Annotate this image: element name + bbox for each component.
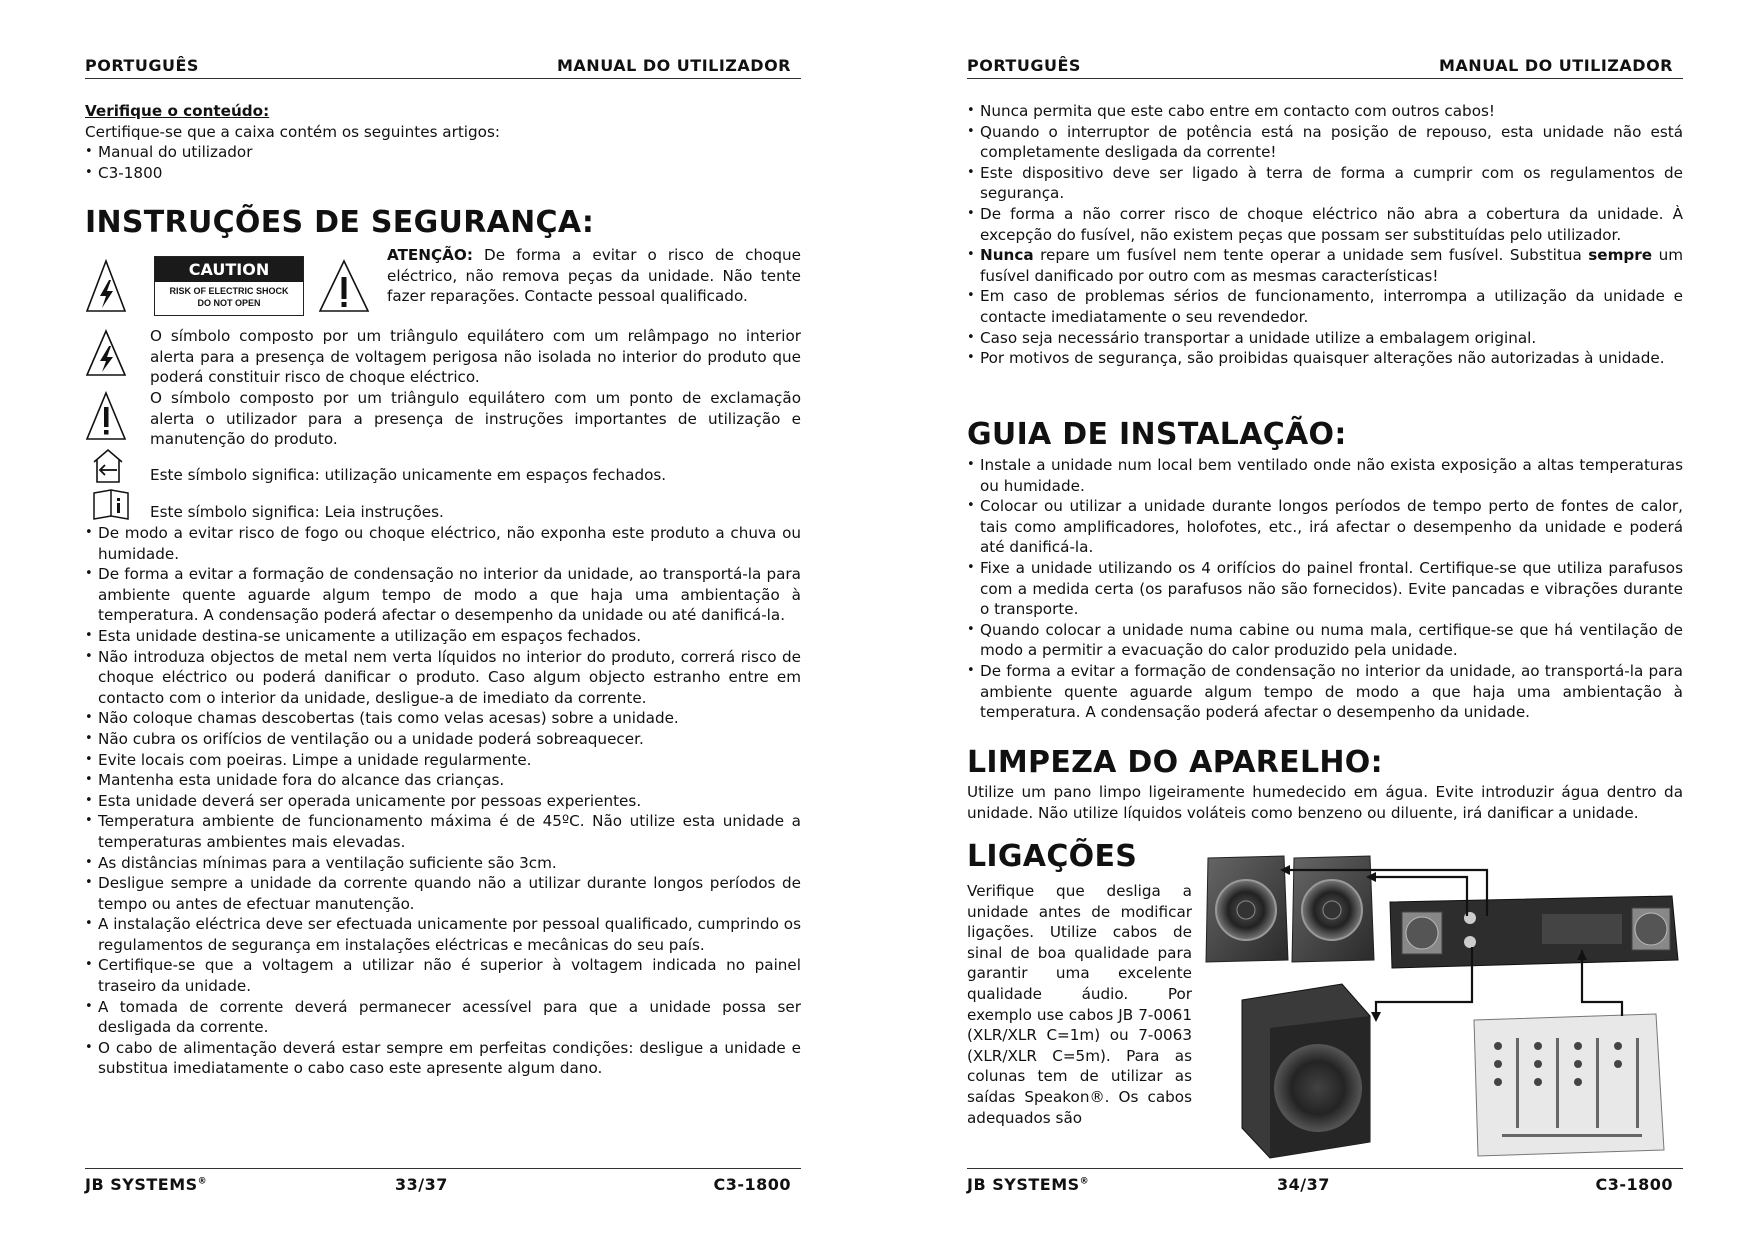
list-item: • Colocar ou utilizar a unidade durante longos períodos de tempo perto de fontes de calor, tais como amplificadores, holofotes, etc., irá afectar o desempenho da unidade e poderá até danificá-la. (967, 496, 1683, 558)
header-manual-title: MANUAL DO UTILIZADOR (557, 56, 791, 75)
cleaning-section (967, 782, 1683, 823)
footer-brand: JB SYSTEMS® (967, 1175, 1090, 1194)
list-item: • C3-1800 (85, 163, 801, 184)
cleaning-heading: LIMPEZA DO APARELHO: (967, 745, 1383, 780)
list-item: • Temperatura ambiente de funcionamento máxima é de 45ºC. Não utilize esta unidade a temperaturas ambientes mais elevadas. (85, 811, 801, 852)
list-item: • Este dispositivo deve ser ligado à terra de forma a cumprir com os regulamentos de segurança. (967, 163, 1683, 204)
list-item: • De forma a não correr risco de choque eléctrico não abra a cobertura da unidade. À excepção do fusível, não existem peças que possam ser substituídas pelo utilizador. (967, 204, 1683, 245)
list-item: • Fixe a unidade utilizando os 4 orifícios do painel frontal. Certifique-se que utiliza parafusos com a medida certa (os parafusos não são fornecidos). Evite pancadas e vibrações durante o transporte. (967, 558, 1683, 620)
list-item: • A tomada de corrente deverá permanecer acessível para que a unidade possa ser desligada da corrente. (85, 997, 801, 1038)
speaker-right-icon (1292, 856, 1374, 962)
lightning-symbol-text: O símbolo composto por um triângulo equilátero com um relâmpago no interior alerta para a presença de voltagem perigosa não isolada no interior do produto que poderá constituir risco de choque eléctrico. (150, 327, 801, 387)
attention-label: ATENÇÃO: (387, 246, 473, 264)
page-number: 33/37 (395, 1175, 448, 1194)
caution-line-2: DO NOT OPEN (197, 298, 261, 308)
list-item: • Desligue sempre a unidade da corrente quando não a utilizar durante longos períodos de tempo ou antes de efectuar manutenção. (85, 873, 801, 914)
header-language: PORTUGUÊS (967, 56, 1081, 75)
list-item: • Esta unidade deverá ser operada unicamente por pessoas experientes. (85, 791, 801, 812)
read-symbol-text: Este símbolo significa: Leia instruções. (150, 503, 444, 521)
list-item: • De modo a evitar risco de fogo ou choque eléctrico, não exponha este produto a chuva ou humidade. (85, 523, 801, 564)
attention-text: De forma a evitar o risco de choque eléctrico, não remova peças da unidade. Não tente fazer reparações. Contacte pessoal qualificado. (387, 246, 802, 306)
connections-heading: LIGAÇÕES (967, 839, 1138, 874)
safety-heading: INSTRUÇÕES DE SEGURANÇA: (85, 205, 595, 240)
install-heading: GUIA DE INSTALAÇÃO: (967, 417, 1347, 452)
exclamation-warning-icon (318, 258, 370, 314)
safety-bullets (85, 523, 801, 1079)
mixer-icon (1474, 1014, 1664, 1156)
list-item: • Instale a unidade num local bem ventilado onde não exista exposição a altas temperaturas ou humidade. (967, 455, 1683, 496)
verify-section (85, 101, 801, 183)
connection-diagram (1202, 852, 1682, 1160)
list-item: • Nunca permita que este cabo entre em contacto com outros cabos! (967, 101, 1683, 122)
header-manual-title: MANUAL DO UTILIZADOR (1439, 56, 1673, 75)
list-item: • Certifique-se que a voltagem a utilizar não é superior à voltagem indicada no painel traseiro da unidade. (85, 955, 801, 996)
amplifier-icon (1390, 896, 1678, 968)
lightning-warning-icon (85, 258, 127, 314)
exclamation-symbol-icon (85, 390, 127, 442)
right-page (967, 0, 1683, 1240)
safety-bullets-continued (967, 101, 1683, 369)
lightning-symbol-icon (85, 328, 127, 378)
verify-intro: Certifique-se que a caixa contém os seguintes artigos: (85, 122, 500, 141)
exclamation-symbol-text: O símbolo composto por um triângulo equilátero com um ponto de exclamação alerta o utilizador para a presença de instruções importantes de utilização e manutenção do produto. (150, 389, 801, 449)
list-item: • Esta unidade destina-se unicamente a utilização em espaços fechados. (85, 626, 801, 647)
footer-model: C3-1800 (1595, 1175, 1673, 1194)
subwoofer-icon (1242, 984, 1370, 1158)
list-item: • Mantenha esta unidade fora do alcance das crianças. (85, 770, 801, 791)
list-item: • Por motivos de segurança, são proibidas quaisquer alterações não autorizadas à unidade. (967, 348, 1683, 369)
safety-list (967, 101, 1683, 369)
list-item: • Evite locais com poeiras. Limpe a unidade regularmente. (85, 750, 801, 771)
page-number: 34/37 (1277, 1175, 1330, 1194)
page-footer (85, 1168, 801, 1195)
list-item: • Caso seja necessário transportar a unidade utilize a embalagem original. (967, 328, 1683, 349)
attention-note (387, 245, 801, 307)
indoor-symbol-text: Este símbolo significa: utilização unicamente em espaços fechados. (150, 466, 667, 484)
verify-list (85, 142, 801, 183)
list-item: • Em caso de problemas sérios de funcionamento, interrompa a utilização da unidade e contacte imediatamente o seu revendedor. (967, 286, 1683, 327)
page-header (85, 54, 801, 79)
list-item: • Quando o interruptor de potência está na posição de repouso, esta unidade não está completamente desligada da corrente! (967, 122, 1683, 163)
list-item: • De forma a evitar a formação de condensação no interior da unidade, ao transportá-la para ambiente quente aguarde algum tempo de modo a que haja uma ambientação à temperatura. A condensação poderá afectar o desempenho da unidade. (967, 661, 1683, 723)
connections-text: Verifique que desliga a unidade antes de modificar ligações. Utilize cabos de sinal de boa qualidade para garantir uma excelente qualidade áudio. Por exemplo use cabos JB 7-0061 (XLR/XLR C=1m) ou 7-0063 (XLR/XLR C=5m). Para as colunas tem de utilizar as saídas Speakon®. Os cabos adequados são (967, 882, 1192, 1127)
install-section (967, 455, 1683, 723)
read-instructions-icon (91, 488, 131, 522)
left-page (85, 0, 801, 1240)
list-item: • As distâncias mínimas para a ventilação suficiente são 3cm. (85, 853, 801, 874)
list-item: • Não cubra os orifícios de ventilação ou a unidade poderá sobreaquecer. (85, 729, 801, 750)
page-header (967, 54, 1683, 79)
indoor-use-icon (91, 448, 125, 484)
connections-section (967, 881, 1192, 1128)
install-list (967, 455, 1683, 723)
footer-model: C3-1800 (713, 1175, 791, 1194)
list-item: • Não introduza objectos de metal nem verta líquidos no interior do produto, correrá risco de choque eléctrico ou poderá danificar o produto. Caso algum objecto estranho entre em contacto com o interior da unidade, desligue-a de imediato da corrente. (85, 647, 801, 709)
safety-list (85, 523, 801, 1079)
list-item: • Quando colocar a unidade numa cabine ou numa mala, certifique-se que há ventilação de modo a permitir a evacuação do calor produzido pela unidade. (967, 620, 1683, 661)
fuse-item: • Nunca repare um fusível nem tente operar a unidade sem fusível. Substitua sempre um fusível danificado por outro com as mesmas características! (967, 245, 1683, 286)
header-language: PORTUGUÊS (85, 56, 199, 75)
caution-title: CAUTION (155, 257, 303, 282)
list-item: • Não coloque chamas descobertas (tais como velas acesas) sobre a unidade. (85, 708, 801, 729)
caution-line-1: RISK OF ELECTRIC SHOCK (169, 286, 289, 296)
list-item: • A instalação eléctrica deve ser efectuada unicamente por pessoal qualificado, cumprindo os regulamentos de segurança em instalações eléctricas e mecânicas do seu país. (85, 914, 801, 955)
list-item: • O cabo de alimentação deverá estar sempre em perfeitas condições: desligue a unidade e substitua imediatamente o cabo caso este apresente algum dano. (85, 1038, 801, 1079)
list-item: • Manual do utilizador (85, 142, 801, 163)
verify-title: Verifique o conteúdo: (85, 102, 270, 120)
caution-label (154, 256, 304, 316)
list-item: • De forma a evitar a formação de condensação no interior da unidade, ao transportá-la para ambiente quente aguarde algum tempo de modo a que haja uma ambientação à temperatura. A condensação poderá afectar o desempenho da unidade ou até danificá-la. (85, 564, 801, 626)
speaker-left-icon (1206, 856, 1288, 962)
page-footer (967, 1168, 1683, 1195)
footer-brand: JB SYSTEMS® (85, 1175, 208, 1194)
cleaning-text: Utilize um pano limpo ligeiramente humedecido em água. Evite introduzir água dentro da unidade. Não utilize líquidos voláteis como benzeno ou diluente, irá danificar a unidade. (967, 783, 1683, 822)
